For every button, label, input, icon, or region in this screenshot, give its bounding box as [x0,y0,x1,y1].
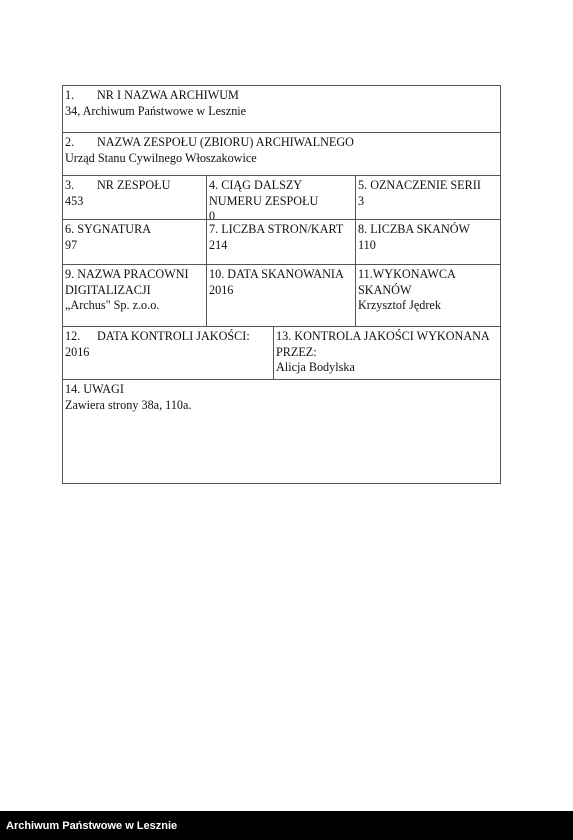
field-qc-by-value: Alicja Bodylska [276,360,355,374]
field-scan-date-value: 2016 [209,282,234,297]
field-qc-by-label: 13. KONTROLA JAKOŚCI WYKONANA [276,329,490,343]
field-fonds-name-label: NAZWA ZESPOŁU (ZBIORU) ARCHIWALNEGO [97,135,354,149]
metadata-form [62,85,501,484]
field-signature-value: 97 [65,237,78,252]
field-notes [63,380,500,483]
row-fonds-name [62,133,501,176]
row-archive [62,85,501,133]
field-scan-count-label: 8. LICZBA SKANÓW [358,222,471,236]
field-lab-name-label-2: DIGITALIZACJI [65,282,151,297]
field-signature-label: 6. SYGNATURA [65,222,151,236]
field-archive [63,86,500,132]
field-archive-label: NR I NAZWA ARCHIWUM [97,88,239,102]
field-fonds-number [63,176,206,219]
field-series-label: 5. OZNACZENIE SERII [358,178,481,192]
field-page-count-label: 7. LICZBA STRON/KART [209,222,344,236]
field-scan-date [206,265,355,326]
field-fonds-name-value: Urząd Stanu Cywilnego Włoszakowice [65,150,257,165]
footer-text: Archiwum Państwowe w Lesznie [6,820,178,832]
field-qc-date-label: DATA KONTROLI JAKOŚCI: [97,329,250,343]
field-series [355,176,500,219]
row-counts [62,220,501,265]
field-qc-date-value: 2016 [65,344,90,359]
field-scanner-value: Krzysztof Jędrek [358,298,441,312]
field-notes-value: Zawiera strony 38a, 110a. [65,397,192,412]
field-page-count [206,220,355,264]
field-fonds-continuation-label: 4. CIĄG DALSZY [209,178,303,192]
field-scan-count-value: 110 [358,237,376,252]
footer-banner [0,811,573,840]
field-signature [63,220,206,264]
field-fonds-name [63,133,500,175]
field-notes-label: 14. UWAGI [65,382,124,396]
row-scanning [62,265,501,327]
field-archive-number: 1. [65,88,75,102]
field-lab-name-value: „Archus" Sp. z.o.o. [65,298,160,312]
field-fonds-continuation-label-2: NUMERU ZESPOŁU [209,193,319,208]
field-fonds-continuation-value: 0 [209,209,216,219]
field-fonds-continuation [206,176,355,219]
field-qc-by-label-2: PRZEZ: [276,344,317,359]
row-quality-control [62,327,501,380]
field-qc-date [63,327,273,379]
field-page-count-value: 214 [209,237,228,252]
row-notes [62,380,501,484]
field-scan-date-label: 10. DATA SKANOWANIA [209,267,344,281]
field-fonds-number-value: 453 [65,193,84,208]
field-lab-name [63,265,206,326]
field-fonds-number-number: 3. [65,178,75,192]
field-fonds-number-label: NR ZESPOŁU [97,178,171,192]
field-fonds-name-number: 2. [65,135,75,149]
field-qc-by [273,327,500,379]
field-scanner [355,265,500,326]
field-archive-value: 34, Archiwum Państwowe w Lesznie [65,103,247,118]
field-series-value: 3 [358,193,365,208]
row-fonds-numbers [62,176,501,220]
field-lab-name-label: 9. NAZWA PRACOWNI [65,267,189,281]
field-scanner-label: 11.WYKONAWCA [358,267,456,281]
field-qc-date-number: 12. [65,329,81,343]
field-scan-count [355,220,500,264]
field-scanner-label-2: SKANÓW [358,282,412,297]
